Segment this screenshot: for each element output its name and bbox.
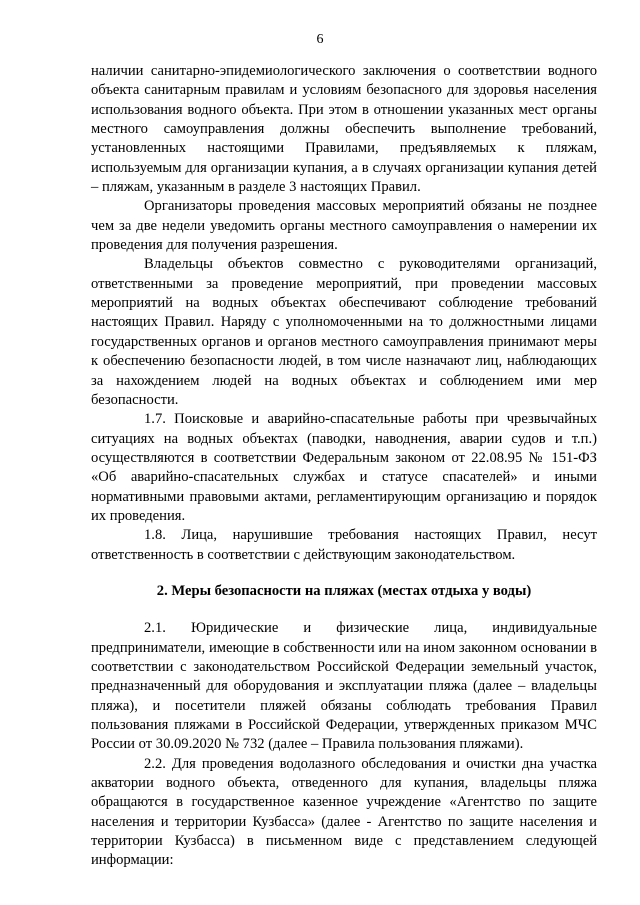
paragraph-owners: Владельцы объектов совместно с руководителями организаций, ответственными за проведение мероприятий, при проведении массовых мероприятий на водных объектах обеспечивают соблюдение требований настоящих Правил. Наряду с уполномоченными на то должностными лицами государственных органов и органов местного самоуправления принимают меры к обеспечению безопасности людей, в том числе назначают лиц, наблюдающих за нахождением людей на водных объектах и соблюдением ими мер безопасности. [91,256,597,408]
paragraph-organizers: Организаторы проведения массовых мероприятий обязаны не позднее чем за две недели уведомить органы местного самоуправления о намерении их проведения для получения разрешения. [91,198,597,254]
paragraph-2-2: 2.2. Для проведения водолазного обследования и очистки дна участка акватории водного объекта, отведенного для купания, владельцы пляжа обращаются в государственное казенное учреждение «Агентство по защите населения и территории Кузбасса» (далее - Агентство по защите населения и территории Кузбасса) в письменном виде с представлением следующей информации: [91,755,597,869]
document-body [91,62,597,871]
paragraph-continuation: наличии санитарно-эпидемиологического заключения о соответствии водного объекта санитарным правилам и условиям безопасного для здоровья населения использования водного объекта. При этом в отношении указанных мест органы местного самоуправления должны обеспечить выполнение требований, установленных настоящими Правилами, предъявляемых к пляжам, используемым для организации купания, а в случаях организации купания детей – пляжам, указанным в разделе 3 настоящих Правил. [91,63,597,196]
page-number: 6 [316,32,324,47]
paragraph-2-1: 2.1. Юридические и физические лица, индивидуальные предприниматели, имеющие в собственности или на ином законном основании в соответствии с законодательством Российской Федерации земельный участок, предназначенный для оборудования и эксплуатации пляжа (далее – владельцы пляжа), и посетители пляжей обязаны соблюдать требования Правил пользования пляжами в Российской Федерации, утвержденных приказом МЧС России от 30.09.2020 № 732 (далее – Правила пользования пляжами). [91,620,597,753]
paragraph-1-8: 1.8. Лица, нарушившие требования настоящих Правил, несут ответственность в соответствии с действующим законодательством. [91,527,597,563]
paragraph-1-7: 1.7. Поисковые и аварийно-спасательные работы при чрезвычайных ситуациях на водных объектах (паводки, наводнения, аварии судов и т.п.) осуществляются в соответствии Федеральным законом от 22.08.95 № 151-ФЗ «Об аварийно-спасательных службах и статусе спасателей» и иными нормативными правовыми актами, регламентирующим организацию и порядок их проведения. [91,411,597,524]
section-heading: 2. Меры безопасности на пляжах (местах отдыха у воды) [156,582,532,599]
